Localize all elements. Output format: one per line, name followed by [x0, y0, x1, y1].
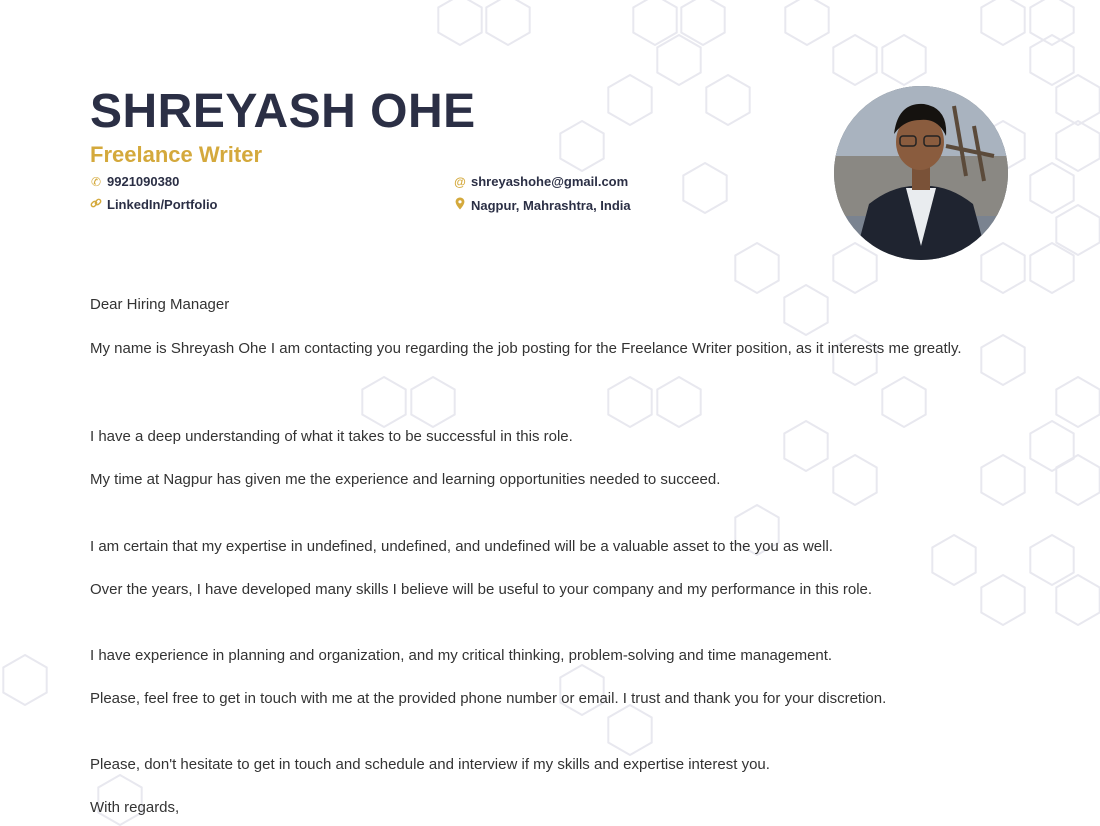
contact-phone: [90, 174, 179, 189]
map-pin-icon: [454, 197, 466, 213]
location-value: Nagpur, Mahrashtra, India: [471, 197, 631, 213]
letter-paragraph: Please, don't hesitate to get in touch and schedule and interview if my skills and expertise interest you.: [90, 756, 770, 773]
job-title: Freelance Writer: [90, 142, 263, 167]
contact-email[interactable]: [454, 174, 628, 189]
letter-paragraph: I have a deep understanding of what it takes to be successful in this role.: [90, 428, 573, 445]
link-value[interactable]: LinkedIn/Portfolio: [107, 197, 218, 212]
link-icon: [90, 197, 102, 212]
phone-icon: ✆: [90, 174, 102, 189]
letter-paragraph: Please, feel free to get in touch with me at the provided phone number or email. I trust and thank you for your discretion.: [90, 690, 887, 707]
at-icon: @: [454, 174, 466, 189]
letter-paragraph: I have experience in planning and organization, and my critical thinking, problem-solving and time management.: [90, 647, 833, 664]
email-value[interactable]: shreyashohe@gmail.com: [471, 174, 629, 189]
letter-greeting: Dear Hiring Manager: [90, 296, 230, 313]
contact-location: [454, 197, 631, 213]
letter-paragraph: My time at Nagpur has given me the experience and learning opportunities needed to succeed.: [90, 471, 721, 488]
letter-paragraph: My name is Shreyash Ohe I am contacting you regarding the job posting for the Freelance Writer position, as it interests me greatly.: [90, 340, 962, 357]
profile-photo: [834, 86, 1008, 260]
contact-link[interactable]: [90, 197, 218, 212]
letter-closing: With regards,: [90, 799, 180, 816]
phone-value: 9921090380: [107, 174, 180, 189]
letter-paragraph: I am certain that my expertise in undefined, undefined, and undefined will be a valuable asset to the you as well.: [90, 538, 833, 555]
candidate-name: SHREYASH OHE: [90, 85, 476, 138]
letter-paragraph: Over the years, I have developed many skills I believe will be useful to your company and my performance in this role.: [90, 581, 873, 598]
